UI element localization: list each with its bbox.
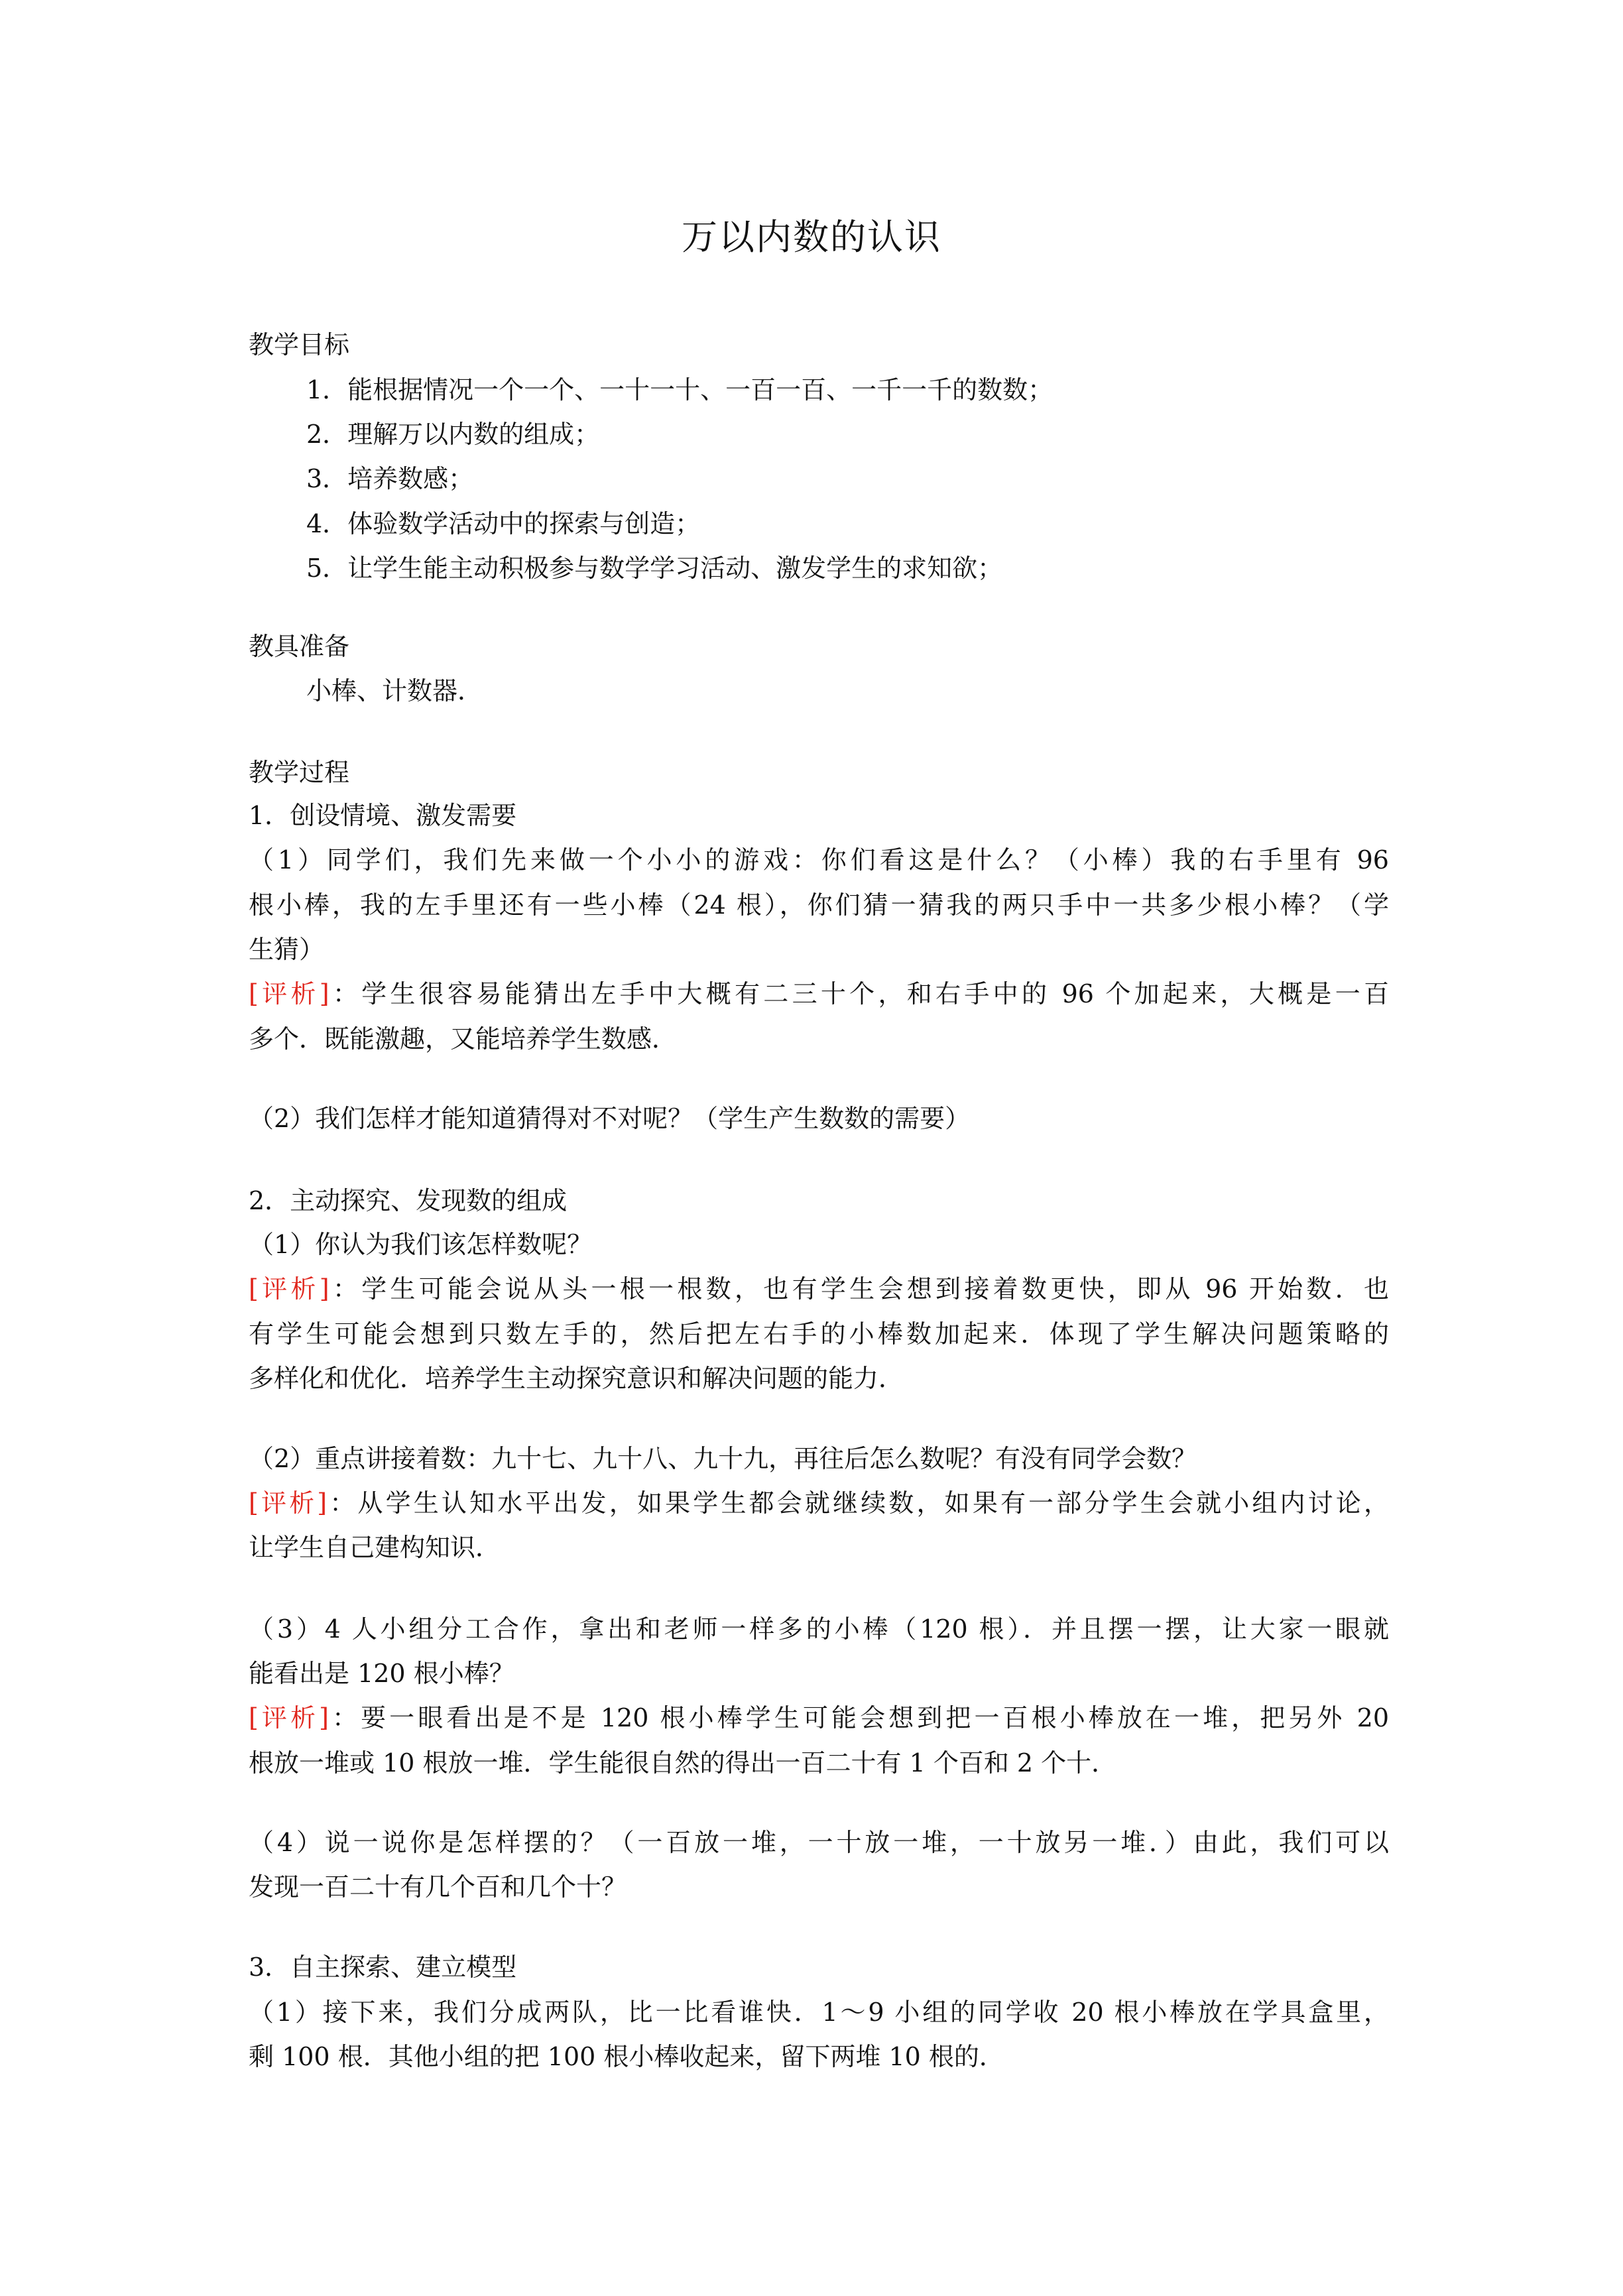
goal-item: 2．理解万以内数的组成； — [306, 420, 600, 449]
analysis-line: 根放一堆或 10 根放一堆．学生能很自然的得出一百二十有 1 个百和 2 个十． — [249, 1748, 1117, 1778]
analysis-text: ：要一眼看出是不是 120 根小棒学生可能会想到把一百根小棒放在一堆，把另外 20 — [328, 1703, 1390, 1732]
paragraph-line: 发现一百二十有几个百和几个十？ — [249, 1872, 627, 1902]
document-title: 万以内数的认识 — [682, 216, 941, 258]
analysis-tag: [评析] — [249, 1488, 328, 1518]
process-heading: 教学过程 — [249, 758, 350, 787]
paragraph-line: 能看出是 120 根小棒？ — [249, 1659, 514, 1688]
analysis-line — [249, 1269, 1389, 1309]
paragraph-line: 剩 100 根．其他小组的把 100 根小棒收起来，留下两堆 10 根的． — [249, 2042, 1004, 2071]
paragraph-line: （2）重点讲接着数：九十七、九十八、九十九，再往后怎么数呢？有没有同学会数？ — [249, 1444, 1197, 1473]
analysis-line — [249, 1483, 1389, 1523]
tools-heading: 教具准备 — [249, 632, 350, 661]
paragraph-line: （1）接下来，我们分成两队，比一比看谁快．1～9 小组的同学收 20 根小棒放在学具盒里， — [249, 1998, 1389, 2027]
analysis-tag: [评析] — [249, 979, 330, 1008]
analysis-line: 多个．既能激趣，又能培养学生数感． — [249, 1024, 678, 1054]
paragraph-line: （1）你认为我们该怎样数呢？ — [249, 1230, 593, 1259]
goal-item: 3．培养数感； — [306, 464, 474, 493]
analysis-tag: [评析] — [249, 1274, 330, 1303]
paragraph-line: （1）同学们，我们先来做一个小小的游戏：你们看这是什么？（小棒）我的右手里有 96 — [249, 845, 1389, 875]
section-1-title: 1．创设情境、激发需要 — [249, 801, 517, 830]
paragraph-line: （3）4 人小组分工合作，拿出和老师一样多的小棒（120 根）．并且摆一摆，让大家一眼就 — [249, 1614, 1389, 1644]
paragraph-line: 根小棒，我的左手里还有一些小棒（24 根），你们猜一猜我的两只手中一共多少根小棒？（学 — [249, 890, 1389, 920]
analysis-text: ：学生可能会说从头一根一根数，也有学生会想到接着数更快，即从 96 开始数．也 — [329, 1274, 1390, 1303]
analysis-line — [249, 1698, 1389, 1738]
analysis-line: 让学生自己建构知识． — [249, 1533, 501, 1562]
tools-text: 小棒、计数器． — [306, 676, 483, 705]
analysis-line: 有学生可能会想到只数左手的，然后把左右手的小棒数加起来．体现了学生解决问题策略的 — [249, 1319, 1389, 1349]
goal-item: 4．体验数学活动中的探索与创造； — [306, 509, 701, 538]
goal-item: 1．能根据情况一个一个、一十一十、一百一百、一千一千的数数； — [306, 375, 1053, 404]
analysis-text: ：从学生认知水平出发，如果学生都会就继续数，如果有一部分学生会就小组内讨论， — [327, 1488, 1389, 1518]
analysis-line: 多样化和优化．培养学生主动探究意识和解决问题的能力． — [249, 1364, 904, 1393]
paragraph-line: （2）我们怎样才能知道猜得对不对呢？（学生产生数数的需要） — [249, 1104, 971, 1133]
goal-item: 5．让学生能主动积极参与数学学习活动、激发学生的求知欲； — [306, 554, 1003, 583]
paragraph-line: （4）说一说你是怎样摆的？（一百放一堆，一十放一堆，一十放另一堆．）由此，我们可以 — [249, 1828, 1389, 1857]
section-2-title: 2．主动探究、发现数的组成 — [249, 1186, 568, 1215]
analysis-text: ：学生很容易能猜出左手中大概有二三十个，和右手中的 96 个加起来，大概是一百 — [329, 979, 1390, 1008]
goals-heading: 教学目标 — [249, 330, 350, 359]
analysis-line — [249, 974, 1389, 1014]
section-3-title: 3．自主探索、建立模型 — [249, 1953, 517, 1982]
paragraph-line: 生猜） — [249, 935, 325, 964]
analysis-tag: [评析] — [249, 1703, 329, 1732]
